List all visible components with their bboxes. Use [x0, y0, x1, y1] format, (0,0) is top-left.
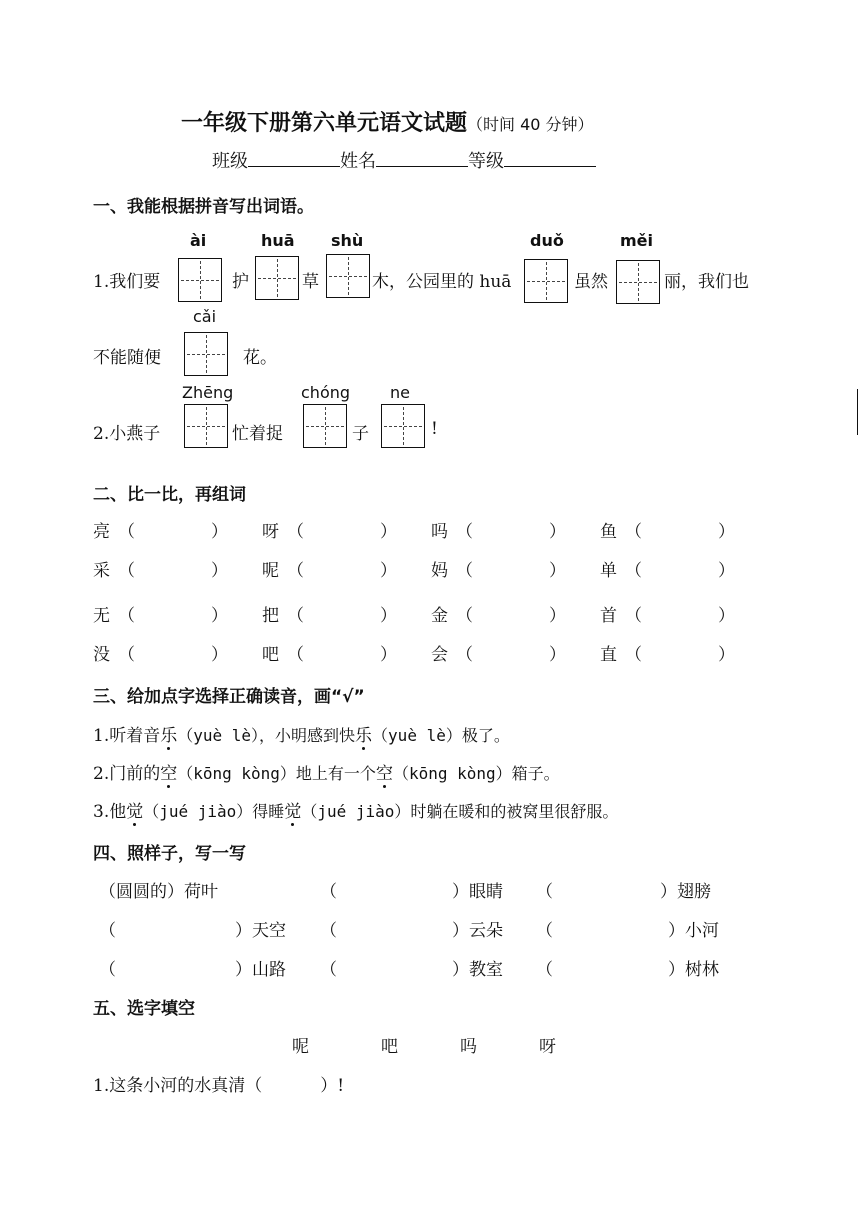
pinyin-shu: shù: [331, 231, 364, 250]
dotted-char: 空: [376, 759, 393, 784]
tianzige-box[interactable]: [326, 254, 370, 298]
section-4-heading: 四、照样子，写一写: [93, 844, 246, 864]
compare-char: 采: [93, 561, 110, 581]
choice-word: 呢: [292, 1037, 309, 1057]
section-5-heading: 五、选字填空: [93, 999, 195, 1019]
open-paren: （: [456, 606, 473, 626]
pinyin-zheng: Zhēng: [182, 383, 234, 402]
close-paren: ）: [211, 606, 228, 626]
compare-char: 直: [600, 645, 617, 665]
s4-example: （圆圆的）荷叶: [99, 882, 218, 902]
close-paren: ）: [211, 522, 228, 542]
close-paren: ）: [211, 561, 228, 581]
word-blank[interactable]: [644, 603, 714, 623]
dotted-char: 觉: [126, 797, 143, 822]
compare-char: 会: [431, 645, 448, 665]
s3-line-3: [93, 797, 618, 822]
pinyin-cai: cǎi: [193, 307, 217, 326]
pinyin-choice[interactable]: （jué jiào）得睡: [143, 802, 285, 821]
s5-q1: [93, 1071, 344, 1096]
s4-item[interactable]: ）翅膀: [660, 882, 711, 902]
pinyin-duo: duǒ: [530, 231, 564, 250]
open-paren: （: [118, 645, 135, 665]
section-1-heading: 一、我能根据拼音写出词语。: [93, 197, 314, 217]
s4-item[interactable]: ）小河: [668, 921, 719, 941]
word-blank[interactable]: [644, 519, 714, 539]
pinyin-hua: huā: [261, 231, 295, 250]
compare-char: 无: [93, 606, 110, 626]
tianzige-box[interactable]: [381, 404, 425, 448]
dotted-char: 觉: [284, 797, 301, 822]
name-blank[interactable]: [376, 148, 468, 167]
word-blank[interactable]: [306, 642, 376, 662]
tianzige-box[interactable]: [616, 260, 660, 304]
word-blank[interactable]: [475, 519, 545, 539]
q2-text-end: !: [431, 419, 438, 439]
s5-q1-text: 1.这条小河的水真清（: [93, 1076, 263, 1096]
open-paren: （: [118, 561, 135, 581]
tianzige-box[interactable]: [184, 332, 228, 376]
s4-item[interactable]: ）树林: [668, 960, 719, 980]
open-paren: （: [625, 645, 642, 665]
s4-open: （: [320, 921, 337, 941]
close-paren: ）: [549, 606, 566, 626]
word-blank[interactable]: [137, 603, 207, 623]
word-blank[interactable]: [137, 642, 207, 662]
q2-text-start: 2.小燕子: [93, 424, 161, 444]
s3-line-1: [93, 721, 510, 746]
tianzige-box[interactable]: [255, 256, 299, 300]
pinyin-choice[interactable]: （yuè lè），小明感到快: [177, 726, 356, 745]
pinyin-choice[interactable]: （yuè lè）极了。: [372, 726, 510, 745]
pinyin-choice[interactable]: （kōng kòng）地上有一个: [177, 764, 376, 783]
tianzige-box[interactable]: [178, 258, 222, 302]
close-paren: ）: [718, 522, 735, 542]
word-blank[interactable]: [475, 603, 545, 623]
compare-char: 妈: [431, 561, 448, 581]
q1-text-mu: 木，公园里的 huā: [372, 272, 512, 292]
open-paren: （: [456, 522, 473, 542]
exam-time: （时间 40 分钟）: [467, 115, 594, 134]
choice-word: 呀: [539, 1037, 556, 1057]
q2-text-zhuo: 忙着捉: [232, 424, 283, 444]
compare-char: 呢: [262, 561, 279, 581]
s4-open: （: [536, 921, 553, 941]
s3-text: 3.他: [93, 802, 127, 822]
compare-char: 鱼: [600, 522, 617, 542]
pinyin-choice[interactable]: （jué jiào）时躺在暖和的被窝里很舒服。: [301, 802, 619, 821]
compare-char: 吗: [431, 522, 448, 542]
open-paren: （: [456, 645, 473, 665]
q1-text-line2: 不能随便: [93, 348, 161, 368]
word-blank[interactable]: [306, 558, 376, 578]
q2-text-zi: 子: [352, 424, 369, 444]
dotted-char: 空: [160, 759, 177, 784]
word-blank[interactable]: [137, 558, 207, 578]
close-paren: ）: [380, 606, 397, 626]
compare-char: 把: [262, 606, 279, 626]
choice-word: 吧: [381, 1037, 398, 1057]
s5-q1-end: ）!: [320, 1076, 345, 1096]
tianzige-box[interactable]: [524, 259, 568, 303]
close-paren: ）: [718, 561, 735, 581]
compare-char: 呀: [262, 522, 279, 542]
open-paren: （: [287, 522, 304, 542]
word-blank[interactable]: [137, 519, 207, 539]
class-label: 班级: [212, 151, 248, 172]
s3-text: 1.听着音: [93, 726, 161, 746]
open-paren: （: [456, 561, 473, 581]
student-info-row: [212, 147, 596, 173]
open-paren: （: [287, 645, 304, 665]
compare-char: 没: [93, 645, 110, 665]
word-blank[interactable]: [475, 558, 545, 578]
grade-label: 等级: [468, 151, 504, 172]
choice-word: 吗: [460, 1037, 477, 1057]
tianzige-box[interactable]: [184, 404, 228, 448]
open-paren: （: [118, 522, 135, 542]
q1-text-hua: 花。: [243, 348, 277, 368]
pinyin-chong: chóng: [301, 383, 351, 402]
close-paren: ）: [380, 561, 397, 581]
close-paren: ）: [718, 606, 735, 626]
s4-open: （: [320, 960, 337, 980]
open-paren: （: [625, 561, 642, 581]
word-blank[interactable]: [644, 558, 714, 578]
open-paren: （: [625, 606, 642, 626]
q1-text-li: 丽，我们也: [664, 272, 749, 292]
s3-text: 2.门前的: [93, 764, 161, 784]
section-3-heading: 三、给加点字选择正确读音，画“√”: [93, 687, 365, 707]
open-paren: （: [625, 522, 642, 542]
q1-text-suiran: 虽然: [574, 272, 608, 292]
word-blank[interactable]: [644, 642, 714, 662]
exam-title: 一年级下册第六单元语文试题: [181, 111, 468, 136]
grade-blank[interactable]: [504, 148, 596, 167]
s4-item[interactable]: ）云朵: [452, 921, 503, 941]
pinyin-ne: ne: [390, 383, 410, 402]
tianzige-box[interactable]: [303, 404, 347, 448]
pinyin-mei: měi: [620, 231, 654, 250]
open-paren: （: [287, 606, 304, 626]
s3-line-2: [93, 759, 560, 784]
compare-char: 金: [431, 606, 448, 626]
compare-char: 亮: [93, 522, 110, 542]
q1-text-cao: 草: [302, 272, 319, 292]
close-paren: ）: [718, 645, 735, 665]
pinyin-ai: ài: [190, 231, 207, 250]
q1-text-hu: 护: [232, 272, 249, 292]
open-paren: （: [118, 606, 135, 626]
compare-char: 单: [600, 561, 617, 581]
word-blank[interactable]: [306, 519, 376, 539]
s4-item[interactable]: ）天空: [235, 921, 286, 941]
s4-item[interactable]: ）山路: [235, 960, 286, 980]
close-paren: ）: [549, 522, 566, 542]
pinyin-choice[interactable]: （kōng kòng）箱子。: [392, 764, 560, 783]
s4-item[interactable]: ）教室: [452, 960, 503, 980]
page-title: [181, 106, 594, 137]
close-paren: ）: [211, 645, 228, 665]
s4-open: （: [99, 921, 116, 941]
compare-char: 首: [600, 606, 617, 626]
s4-open: （: [99, 960, 116, 980]
dotted-char: 乐: [160, 721, 177, 746]
q1-text-start: 1.我们要: [93, 272, 161, 292]
word-blank[interactable]: [475, 642, 545, 662]
s4-open: （: [536, 882, 553, 902]
compare-char: 吧: [262, 645, 279, 665]
close-paren: ）: [380, 645, 397, 665]
close-paren: ）: [380, 522, 397, 542]
dotted-char: 乐: [355, 721, 372, 746]
class-blank[interactable]: [248, 148, 340, 167]
section-2-heading: 二、比一比，再组词: [93, 485, 246, 505]
word-blank[interactable]: [306, 603, 376, 623]
s4-item[interactable]: ）眼睛: [452, 882, 503, 902]
name-label: 姓名: [340, 151, 376, 172]
open-paren: （: [287, 561, 304, 581]
close-paren: ）: [549, 645, 566, 665]
close-paren: ）: [549, 561, 566, 581]
s4-open: （: [536, 960, 553, 980]
s4-open: （: [320, 882, 337, 902]
